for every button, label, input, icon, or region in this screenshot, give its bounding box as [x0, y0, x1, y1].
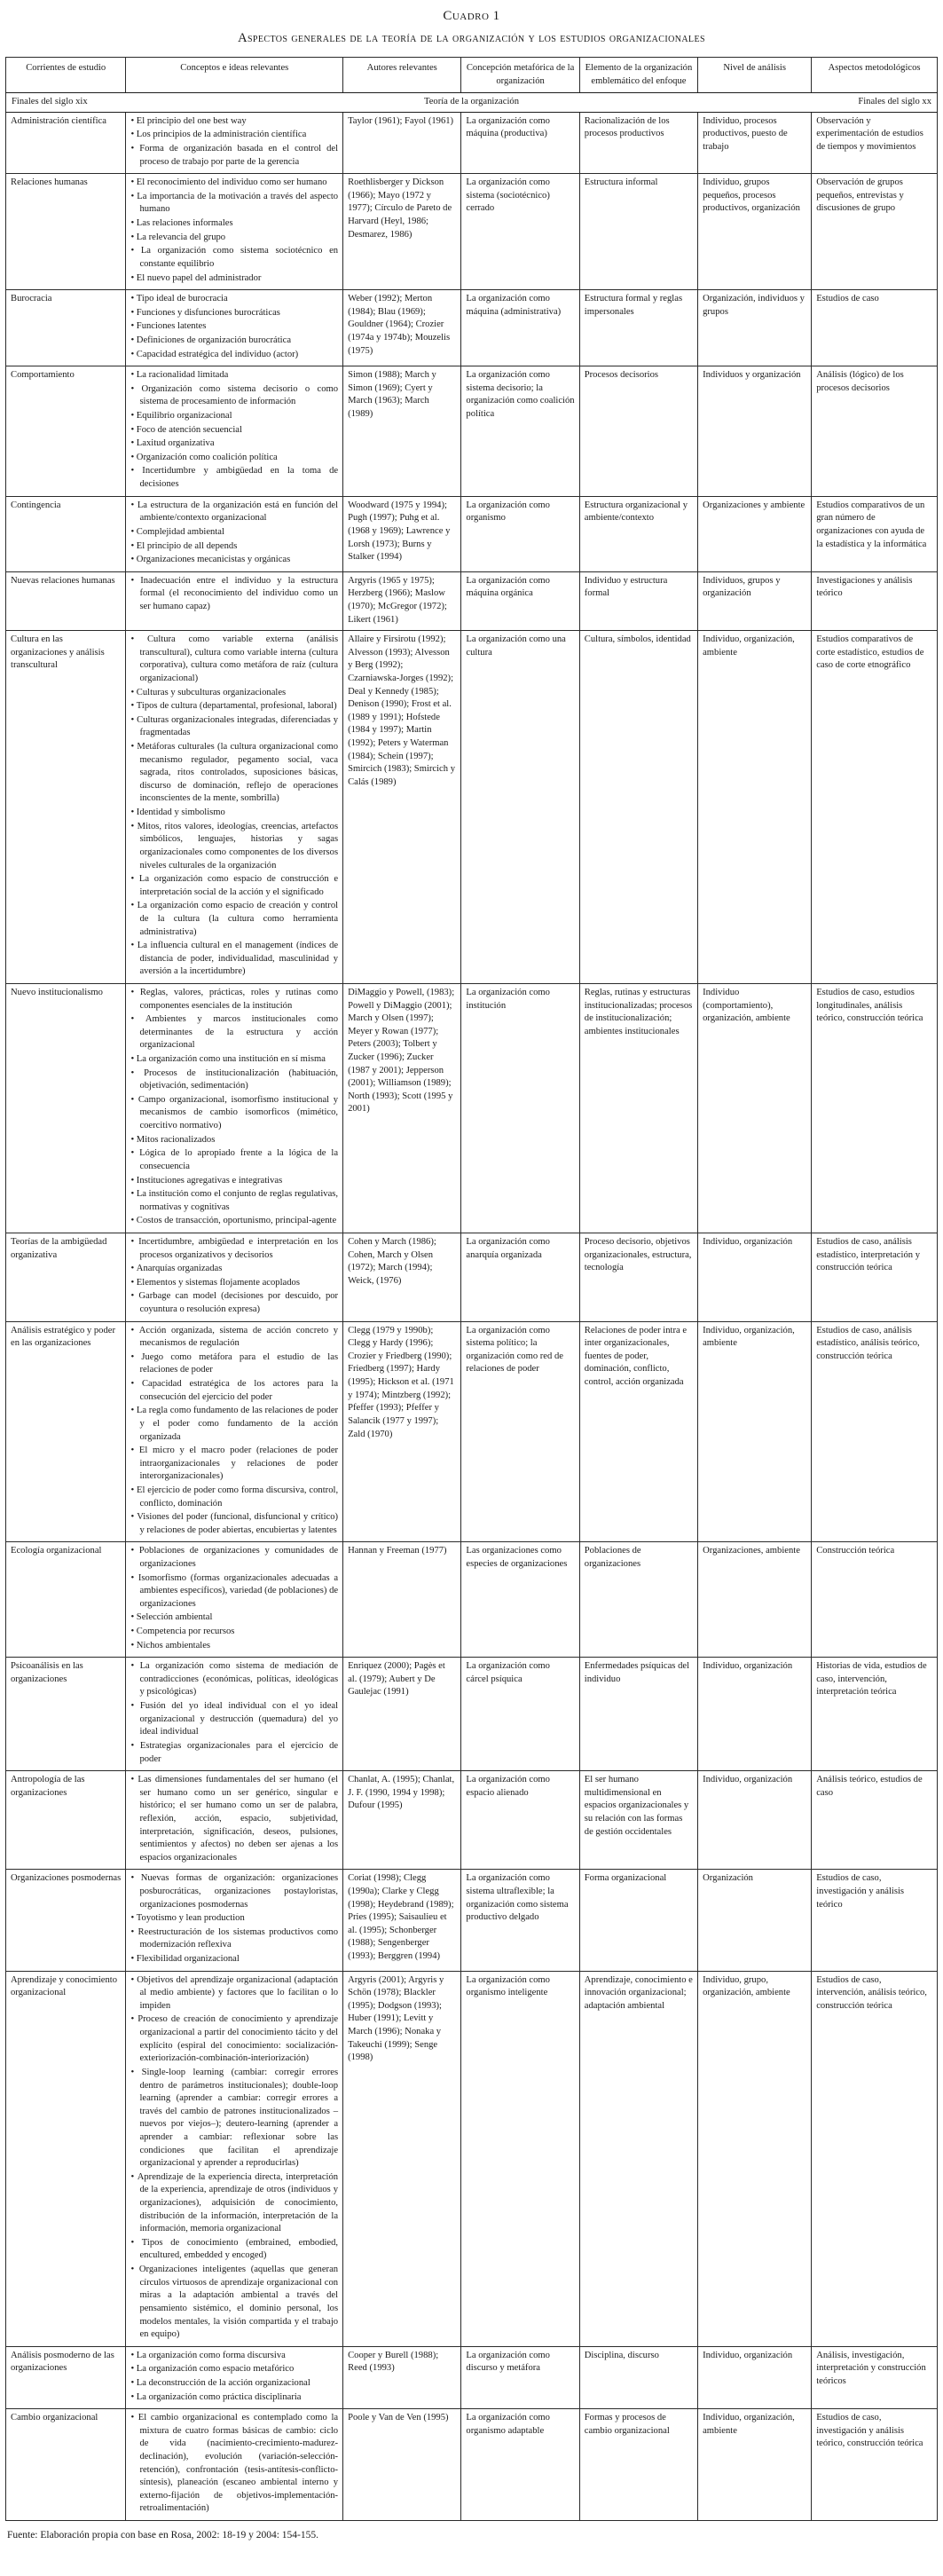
concept-item: • La organización como una institución en sí misma	[130, 1053, 338, 1067]
concept-list	[130, 987, 338, 1228]
concept-item: • Laxitud organizativa	[130, 437, 338, 451]
cell-elemento: Estructura formal y reglas impersonales	[579, 290, 697, 366]
table-row	[6, 112, 938, 173]
concept-item: • Funciones latentes	[130, 320, 338, 334]
concept-item: • Tipos de conocimiento (embrained, embodied, encultured, embedded y encoged)	[130, 2237, 338, 2263]
concept-item: • Single-loop learning (cambiar: corregir errores dentro de parámetros institucionales); double-loop learning (aprender a cambiar: corregir errores a través del cambio de patrones institucionalizados –nuevos por viejos–); deutero-learning (aprender a aprender a cambiar: reflexionar sobre las condiciones que facilitan el aprendizaje organizacional y aprender a reproducirlas)	[130, 2067, 338, 2170]
cell-corriente: Teorías de la ambigüedad organizativa	[6, 1233, 126, 1321]
cell-concepcion: La organización como máquina (productiva)	[461, 112, 579, 173]
concept-item: • Acción organizada, sistema de acción concreto y mecanismos de regulación	[130, 1325, 338, 1351]
table-row	[6, 1771, 938, 1870]
column-header-corrientes: Corrientes de estudio	[6, 58, 126, 93]
cell-corriente: Análisis estratégico y poder en las organizaciones	[6, 1321, 126, 1542]
concept-item: • La influencia cultural en el management (índices de distancia de poder, individualidad, masculinidad y aversión a la incertidumbre)	[130, 940, 338, 979]
concept-item: • Foco de atención secuencial	[130, 424, 338, 437]
cell-nivel: Individuo (comportamiento), organización, ambiente	[698, 984, 812, 1233]
concept-item: • El cambio organizacional es contemplado como la mixtura de cuatro formas básicas de cambio: ciclo de vida (nacimiento-crecimiento-madurez-declinación), evolución (variación-selección-retención), confrontación (tesis-antítesis-conflicto-síntesis), planeación (escaneo ambiental interno y externo-fijación de objetivos-implementación-retroalimentación)	[130, 2412, 338, 2516]
cell-autores: Cohen y March (1986); Cohen, March y Olsen (1972); March (1994); Weick, (1976)	[343, 1233, 461, 1321]
cell-concepcion: La organización como máquina (administrativa)	[461, 290, 579, 366]
concept-item: • Isomorfismo (formas organizacionales adecuadas a ambientes específicos), variedad (de poblaciones) de organizaciones	[130, 1572, 338, 1611]
table-row	[6, 1233, 938, 1321]
concept-list	[130, 2350, 338, 2404]
table-row	[6, 1658, 938, 1771]
cell-elemento: Poblaciones de organizaciones	[579, 1542, 697, 1658]
cell-elemento: Proceso decisorio, objetivos organizacionales, estructura, tecnología	[579, 1233, 697, 1321]
concept-item: • Anarquías organizadas	[130, 1263, 338, 1276]
cell-autores: Coriat (1998); Clegg (1990a); Clarke y Clegg (1998); Heydebrand (1989); Pries (1995); Saisaulieu et al. (1995); Schonberger (1988); Sengenberger (1993); Berggren (1994)	[343, 1870, 461, 1971]
cell-nivel: Organización	[698, 1870, 812, 1971]
concept-item: • La deconstrucción de la acción organizacional	[130, 2377, 338, 2391]
cell-conceptos	[126, 2346, 343, 2408]
cell-elemento: El ser humano multidimensional en espacios organizacionales y su relación con las formas de gestión occidentales	[579, 1771, 697, 1870]
concept-item: • Organizaciones inteligentes (aquellas que generan círculos virtuosos de aprendizaje organizacional con miras a la adaptación ambiental a través del pensamiento sistémico, el dominio personal, los modelos mentales, la visión compartida y el trabajo en equipo)	[130, 2264, 338, 2342]
cell-conceptos	[126, 984, 343, 1233]
concept-item: • Competencia por recursos	[130, 1626, 338, 1639]
era-label-end: Finales del siglo xx	[858, 97, 931, 107]
concept-list	[130, 293, 338, 361]
cell-aspectos: Estudios de caso, investigación y análisis teórico	[812, 1870, 938, 1971]
concept-item: • Equilibrio organizacional	[130, 410, 338, 423]
cell-nivel: Individuo, grupos pequeños, procesos productivos, organización	[698, 174, 812, 290]
cell-corriente: Contingencia	[6, 496, 126, 571]
concept-item: • La relevancia del grupo	[130, 232, 338, 245]
cell-autores: Taylor (1961); Fayol (1961)	[343, 112, 461, 173]
table-subtitle: Aspectos generales de la teoría de la organización y los estudios organizacionales	[238, 31, 705, 45]
cell-nivel: Individuo, organización	[698, 1233, 812, 1321]
cell-aspectos: Estudios comparativos de un gran número de organizaciones con ayuda de la estadística y la informática	[812, 496, 938, 571]
cell-aspectos: Estudios de caso, análisis estadístico, análisis teórico, construcción teórica	[812, 1321, 938, 1542]
table-row	[6, 2409, 938, 2521]
cell-elemento: Procesos decisorios	[579, 366, 697, 496]
concept-item: • Capacidad estratégica de los actores para la consecución del ejercicio del poder	[130, 1378, 338, 1404]
cell-concepcion: La organización como una cultura	[461, 631, 579, 984]
cell-elemento: Reglas, rutinas y estructuras institucionalizadas; procesos de institucionalización; ambientes institucionales	[579, 984, 697, 1233]
cell-concepcion: La organización como institución	[461, 984, 579, 1233]
cell-nivel: Organizaciones, ambiente	[698, 1542, 812, 1658]
cell-aspectos: Historias de vida, estudios de caso, intervención, interpretación teórica	[812, 1658, 938, 1771]
cell-corriente: Organizaciones posmodernas	[6, 1870, 126, 1971]
cell-concepcion: Las organizaciones como especies de organizaciones	[461, 1542, 579, 1658]
concept-item: • Juego como metáfora para el estudio de las relaciones de poder	[130, 1351, 338, 1377]
concept-item: • Organización como coalición política	[130, 452, 338, 465]
concept-item: • Fusión del yo ideal individual con el yo ideal organizacional y destrucción (quemadura) del yo ideal individual	[130, 1700, 338, 1739]
cell-concepcion: La organización como organismo adaptable	[461, 2409, 579, 2521]
cell-elemento: Forma organizacional	[579, 1870, 697, 1971]
concept-item: • La estructura de la organización está en función del ambiente/contexto organizacional	[130, 500, 338, 525]
concept-item: • Mitos racionalizados	[130, 1134, 338, 1147]
concept-item: • Culturas y subculturas organizacionales	[130, 687, 338, 700]
cell-elemento: Cultura, símbolos, identidad	[579, 631, 697, 984]
concept-item: • Procesos de institucionalización (habituación, objetivación, sedimentación)	[130, 1067, 338, 1093]
cell-autores: Poole y Van de Ven (1995)	[343, 2409, 461, 2521]
cell-concepcion: La organización como discurso y metáfora	[461, 2346, 579, 2408]
concept-item: • Visiones del poder (funcional, disfuncional y crítico) y relaciones de poder abiertas, encubiertas y latentes	[130, 1511, 338, 1537]
table-row	[6, 2346, 938, 2408]
table-row	[6, 1542, 938, 1658]
concept-item: • Costos de transacción, oportunismo, principal-agente	[130, 1215, 338, 1228]
concept-list	[130, 634, 338, 979]
table-row	[6, 290, 938, 366]
cell-elemento: Enfermedades psíquicas del individuo	[579, 1658, 697, 1771]
cell-aspectos: Análisis, investigación, interpretación y construcción teóricos	[812, 2346, 938, 2408]
cell-elemento: Individuo y estructura formal	[579, 571, 697, 630]
concept-item: • Tipo ideal de burocracia	[130, 293, 338, 306]
cell-elemento: Racionalización de los procesos productivos	[579, 112, 697, 173]
cell-aspectos: Estudios de caso, investigación y análisis teórico, construcción teórica	[812, 2409, 938, 2521]
concept-item: • Selección ambiental	[130, 1611, 338, 1625]
cell-concepcion: La organización como sistema ultraflexible; la organización como sistema productivo delgado	[461, 1870, 579, 1971]
concept-item: • La organización como espacio metafórico	[130, 2363, 338, 2376]
table-row	[6, 631, 938, 984]
cell-conceptos	[126, 1542, 343, 1658]
cell-nivel: Individuo, organización, ambiente	[698, 2409, 812, 2521]
cell-autores: Argyris (1965 y 1975); Herzberg (1966); Maslow (1970); McGregor (1972); Likert (1961)	[343, 571, 461, 630]
cell-concepcion: La organización como organismo inteligente	[461, 1971, 579, 2346]
concept-item: • Reestructuración de los sistemas productivos como modernización reflexiva	[130, 1926, 338, 1952]
table-row	[6, 984, 938, 1233]
cell-conceptos	[126, 496, 343, 571]
concept-item: • La organización como sistema sociotécnico en constante equilibrio	[130, 245, 338, 271]
concept-item: • La organización como sistema de mediación de contradicciones (económicas, políticas, ideológicas y psicológicas)	[130, 1660, 338, 1699]
concept-item: • Nichos ambientales	[130, 1640, 338, 1653]
table-row	[6, 571, 938, 630]
column-header-conceptos: Conceptos e ideas relevantes	[126, 58, 343, 93]
cell-elemento: Formas y procesos de cambio organizacional	[579, 2409, 697, 2521]
table-row	[6, 366, 938, 496]
concept-item: • El ejercicio de poder como forma discursiva, control, conflicto, dominación	[130, 1485, 338, 1510]
cell-conceptos	[126, 112, 343, 173]
cell-autores: Cooper y Burell (1988); Reed (1993)	[343, 2346, 461, 2408]
table-row	[6, 1321, 938, 1542]
concept-item: • Ambientes y marcos institucionales como determinantes de la estructura y acción organizacional	[130, 1013, 338, 1052]
concept-list	[130, 1236, 338, 1317]
concept-item: • Organizaciones mecanicistas y orgánicas	[130, 554, 338, 567]
era-label-start: Finales del siglo xix	[12, 97, 88, 107]
column-header-concepcion: Concepción metafórica de la organización	[461, 58, 579, 93]
concept-item: • Forma de organización basada en el control del proceso de trabajo por parte de la gerencia	[130, 143, 338, 169]
column-header-aspectos: Aspectos metodológicos	[812, 58, 938, 93]
concept-item: • Mitos, ritos valores, ideologías, creencias, artefactos simbólicos, lenguajes, historias y sagas organizacionales como componentes de los diversos niveles culturales de la organización	[130, 821, 338, 872]
cell-nivel: Individuo, organización	[698, 2346, 812, 2408]
cell-aspectos: Estudios de caso, intervención, análisis teórico, construcción teórica	[812, 1971, 938, 2346]
concept-item: • La organización como espacio de creación y control de la cultura (la cultura como herramienta administrativa)	[130, 900, 338, 939]
concept-list	[130, 1545, 338, 1652]
concept-item: • Proceso de creación de conocimiento y aprendizaje organizacional a partir del conocimiento tácito y del explícito (espiral del conocimiento: socialización-exteriorización-combinación-interiorización)	[130, 2013, 338, 2065]
table-row	[6, 496, 938, 571]
concept-item: • Inadecuación entre el individuo y la estructura formal (el reconocimiento del individuo como un ser humano capaz)	[130, 575, 338, 614]
concept-item: • La racionalidad limitada	[130, 369, 338, 382]
cell-corriente: Administración científica	[6, 112, 126, 173]
cell-aspectos: Construcción teórica	[812, 1542, 938, 1658]
cell-autores: Roethlisberger y Dickson (1966); Mayo (1972 y 1977); Círculo de Pareto de Harvard (Heyl, 1986; Desmarez, 1986)	[343, 174, 461, 290]
cell-autores: Clegg (1979 y 1990b); Clegg y Hardy (1996); Crozier y Friedberg (1990); Friedberg (1997); Hardy (1995); Hickson et al. (1971 y 1974); Mintzberg (1992); Pfeffer (1993); Pfeffer y Salancik (1977 y 1997); Zald (1970)	[343, 1321, 461, 1542]
concept-item: • El principio del one best way	[130, 115, 338, 129]
concept-list	[130, 575, 338, 614]
cell-corriente: Cultura en las organizaciones y análisis transcultural	[6, 631, 126, 984]
concept-item: • Cultura como variable externa (análisis transcultural), cultura como variable interna (cultura corporativa), cultura como metáfora de raíz (cultura organizacional)	[130, 634, 338, 685]
cell-conceptos	[126, 1771, 343, 1870]
cell-conceptos	[126, 174, 343, 290]
concept-list	[130, 1774, 338, 1864]
concept-item: • La importancia de la motivación a través del aspecto humano	[130, 191, 338, 217]
concept-item: • Definiciones de organización burocrática	[130, 335, 338, 348]
concept-item: • Lógica de lo apropiado frente a la lógica de la consecuencia	[130, 1147, 338, 1173]
concept-item: • Poblaciones de organizaciones y comunidades de organizaciones	[130, 1545, 338, 1571]
concept-item: • Capacidad estratégica del individuo (actor)	[130, 349, 338, 362]
cell-autores: Simon (1988); March y Simon (1969); Cyert y March (1963); March (1989)	[343, 366, 461, 496]
cell-autores: Enriquez (2000); Pagès et al. (1979); Aubert y De Gaulejac (1991)	[343, 1658, 461, 1771]
cell-aspectos: Estudios comparativos de corte estadístico, estudios de caso de corte etnográfico	[812, 631, 938, 984]
concept-item: • Objetivos del aprendizaje organizacional (adaptación al medio ambiente) y factores que lo facilitan o lo impiden	[130, 1974, 338, 2013]
table-row	[6, 1971, 938, 2346]
cell-autores: Chanlat, A. (1995); Chanlat, J. F. (1990, 1994 y 1998); Dufour (1995)	[343, 1771, 461, 1870]
concept-list	[130, 1660, 338, 1766]
cell-nivel: Individuo, procesos productivos, puesto de trabajo	[698, 112, 812, 173]
concept-item: • El principio de all depends	[130, 540, 338, 554]
cell-conceptos	[126, 1658, 343, 1771]
concept-item: • Incertidumbre y ambigüedad en la toma de decisiones	[130, 465, 338, 491]
concept-list	[130, 2412, 338, 2516]
cell-corriente: Burocracia	[6, 290, 126, 366]
concept-item: • Complejidad ambiental	[130, 526, 338, 540]
concept-item: • Funciones y disfunciones burocráticas	[130, 307, 338, 320]
cell-autores: DiMaggio y Powell, (1983); Powell y DiMaggio (2001); March y Olsen (1997); Meyer y Rowan (1977); Peters (2003); Tolbert y Zucker (1996); Zucker (1987 y 2001); Jepperson (2001); Williamson (1989); North (1993); Scott (1995 y 2001)	[343, 984, 461, 1233]
cell-concepcion: La organización como sistema político; la organización como red de relaciones de poder	[461, 1321, 579, 1542]
source-note: Fuente: Elaboración propia con base en Rosa, 2002: 18-19 y 2004: 154-155.	[7, 2530, 318, 2541]
cell-corriente: Psicoanálisis en las organizaciones	[6, 1658, 126, 1771]
cell-conceptos	[126, 571, 343, 630]
concept-item: • El nuevo papel del administrador	[130, 272, 338, 286]
cell-nivel: Individuos, grupos y organización	[698, 571, 812, 630]
cell-conceptos	[126, 366, 343, 496]
cell-corriente: Nuevo institucionalismo	[6, 984, 126, 1233]
cell-corriente: Nuevas relaciones humanas	[6, 571, 126, 630]
cell-autores: Hannan y Freeman (1977)	[343, 1542, 461, 1658]
cell-corriente: Antropología de las organizaciones	[6, 1771, 126, 1870]
cell-autores: Allaire y Firsirotu (1992); Alvesson (1993); Alvesson y Berg (1992); Czarniawska-Jorges (1992); Deal y Kennedy (1985); Denison (1990); Frost et al. (1989 y 1991); Hofstede (1984 y 1997); Martin (1992); Peters y Waterman (1984); Schein (1997); Smircich (1983); Smircich y Calás (1989)	[343, 631, 461, 984]
header-row	[6, 58, 938, 93]
cell-aspectos: Análisis (lógico) de los procesos decisorios	[812, 366, 938, 496]
concept-item: • Reglas, valores, prácticas, roles y rutinas como componentes esenciales de la institución	[130, 987, 338, 1012]
concept-list	[130, 1872, 338, 1965]
concept-item: • Incertidumbre, ambigüedad e interpretación en los procesos organizativos y decisorios	[130, 1236, 338, 1262]
concept-item: • Los principios de la administración científica	[130, 129, 338, 142]
column-header-nivel: Nivel de análisis	[698, 58, 812, 93]
cell-nivel: Individuo, grupo, organización, ambiente	[698, 1971, 812, 2346]
cell-corriente: Ecología organizacional	[6, 1542, 126, 1658]
concept-item: • La institución como el conjunto de reglas regulativas, normativas y cognitivas	[130, 1188, 338, 1214]
concept-item: • Instituciones agregativas e integrativas	[130, 1175, 338, 1188]
concept-item: • Tipos de cultura (departamental, profesional, laboral)	[130, 700, 338, 713]
cell-concepcion: La organización como sistema (sociotécnico) cerrado	[461, 174, 579, 290]
cell-corriente: Relaciones humanas	[6, 174, 126, 290]
cell-autores: Woodward (1975 y 1994); Pugh (1997); Puhg et al. (1968 y 1969); Lawrence y Lorsh (1973); Burns y Stalker (1994)	[343, 496, 461, 571]
cell-concepcion: La organización como máquina orgánica	[461, 571, 579, 630]
cell-nivel: Individuo, organización	[698, 1658, 812, 1771]
concept-item: • Elementos y sistemas flojamente acoplados	[130, 1277, 338, 1290]
cell-concepcion: La organización como anarquía organizada	[461, 1233, 579, 1321]
cell-aspectos: Estudios de caso	[812, 290, 938, 366]
concept-item: • El reconocimiento del individuo como ser humano	[130, 177, 338, 190]
concept-item: • Estrategias organizacionales para el ejercicio de poder	[130, 1740, 338, 1766]
table-row	[6, 174, 938, 290]
cell-elemento: Relaciones de poder intra e inter organizacionales, fuentes de poder, dominación, conflicto, control, acción organizada	[579, 1321, 697, 1542]
cell-concepcion: La organización como cárcel psíquica	[461, 1658, 579, 1771]
cell-conceptos	[126, 1971, 343, 2346]
concept-item: • La organización como espacio de construcción e interpretación social de la acción y el significado	[130, 873, 338, 899]
table-row	[6, 1870, 938, 1971]
cell-aspectos: Observación y experimentación de estudios de tiempos y movimientos	[812, 112, 938, 173]
column-header-elemento: Elemento de la organización emblemático del enfoque	[579, 58, 697, 93]
cell-aspectos: Investigaciones y análisis teórico	[812, 571, 938, 630]
cell-aspectos: Análisis teórico, estudios de caso	[812, 1771, 938, 1870]
cell-elemento: Estructura organizacional y ambiente/contexto	[579, 496, 697, 571]
concept-list	[130, 1974, 338, 2342]
concept-item: • Aprendizaje de la experiencia directa, interpretación de la experiencia, aprendizaje de otros (individuos y organizaciones), adquisición de conocimiento, distribución de la información, interpretación de la información, memoria organizacional	[130, 2171, 338, 2236]
era-label-theory: Teoría de la organización	[423, 97, 519, 107]
cell-aspectos: Estudios de caso, análisis estadístico, interpretación y construcción teórica	[812, 1233, 938, 1321]
cell-corriente: Cambio organizacional	[6, 2409, 126, 2521]
concept-list	[130, 1325, 338, 1538]
cell-corriente: Comportamiento	[6, 366, 126, 496]
concept-item: • El micro y el macro poder (relaciones de poder intraorganizacionales y relaciones de poder interorganizacionales)	[130, 1445, 338, 1484]
cell-elemento: Estructura informal	[579, 174, 697, 290]
cell-autores: Argyris (2001); Argyris y Schön (1978); Blackler (1995); Dodgson (1993); Huber (1991); Levitt y March (1996); Nonaka y Takeuchi (1999); Senge (1998)	[343, 1971, 461, 2346]
concept-item: • Campo organizacional, isomorfismo institucional y mecanismos de cambio isomorficos (mimético, coercitivo normativo)	[130, 1094, 338, 1133]
concept-list	[130, 369, 338, 491]
concept-item: • La organización como práctica disciplinaria	[130, 2391, 338, 2405]
era-cell	[6, 93, 938, 113]
cell-nivel: Organización, individuos y grupos	[698, 290, 812, 366]
cell-elemento: Disciplina, discurso	[579, 2346, 697, 2408]
theory-table	[5, 57, 938, 2521]
concept-item: • Culturas organizacionales integradas, diferenciadas y fragmentadas	[130, 714, 338, 740]
cell-autores: Weber (1992); Merton (1984); Blau (1969); Gouldner (1964); Crozier (1974a y 1974b); Mouzelis (1975)	[343, 290, 461, 366]
cell-conceptos	[126, 631, 343, 984]
column-header-autores: Autores relevantes	[343, 58, 461, 93]
cell-concepcion: La organización como sistema decisorio; la organización como coalición política	[461, 366, 579, 496]
concept-list	[130, 115, 338, 169]
cell-nivel: Individuos y organización	[698, 366, 812, 496]
concept-list	[130, 177, 338, 285]
concept-list	[130, 500, 338, 567]
cell-conceptos	[126, 1321, 343, 1542]
cell-conceptos	[126, 290, 343, 366]
table-title: Cuadro 1	[443, 9, 500, 23]
cell-conceptos	[126, 1233, 343, 1321]
concept-item: • Flexibilidad organizacional	[130, 1953, 338, 1966]
concept-item: • Las relaciones informales	[130, 217, 338, 231]
concept-item: • Identidad y simbolismo	[130, 807, 338, 820]
concept-item: • Toyotismo y lean production	[130, 1912, 338, 1926]
concept-item: • Metáforas culturales (la cultura organizacional como mecanismo regulador, pegamento social, vaca sagrada, ritos controlados, suposiciones básicas, discurso de dominación, reflejo de operaciones inconscientes de la mente, sombrilla)	[130, 741, 338, 806]
cell-elemento: Aprendizaje, conocimiento e innovación organizacional; adaptación ambiental	[579, 1971, 697, 2346]
concept-item: • Las dimensiones fundamentales del ser humano (el ser humano como un ser genérico, singular e histórico; el ser humano como un ser de palabra, reflexión, acción, espacio, subjetividad, interpretación, significación, deseos, pulsiones, sentimientos y afectos) no deben ser ajenas a los espacios organizacionales	[130, 1774, 338, 1864]
concept-item: • La organización como forma discursiva	[130, 2350, 338, 2363]
cell-aspectos: Observación de grupos pequeños, entrevistas y discusiones de grupo	[812, 174, 938, 290]
cell-nivel: Organizaciones y ambiente	[698, 496, 812, 571]
cell-corriente: Aprendizaje y conocimiento organizacional	[6, 1971, 126, 2346]
cell-conceptos	[126, 1870, 343, 1971]
cell-concepcion: La organización como organismo	[461, 496, 579, 571]
concept-item: • La regla como fundamento de las relaciones de poder y el poder como fundamento de la acción organizada	[130, 1405, 338, 1444]
cell-nivel: Individuo, organización, ambiente	[698, 1321, 812, 1542]
cell-conceptos	[126, 2409, 343, 2521]
concept-item: • Organización como sistema decisorio o como sistema de procesamiento de información	[130, 383, 338, 409]
cell-nivel: Individuo, organización, ambiente	[698, 631, 812, 984]
cell-corriente: Análisis posmoderno de las organizaciones	[6, 2346, 126, 2408]
concept-item: • Nuevas formas de organización: organizaciones posburocráticas, organizaciones postayloristas, organizaciones posmodernas	[130, 1872, 338, 1911]
cell-aspectos: Estudios de caso, estudios longitudinales, análisis teórico, construcción teórica	[812, 984, 938, 1233]
era-row	[6, 93, 938, 113]
concept-item: • Garbage can model (decisiones por descuido, por coyuntura o resolución expresa)	[130, 1290, 338, 1316]
cell-nivel: Individuo, organización	[698, 1771, 812, 1870]
cell-concepcion: La organización como espacio alienado	[461, 1771, 579, 1870]
